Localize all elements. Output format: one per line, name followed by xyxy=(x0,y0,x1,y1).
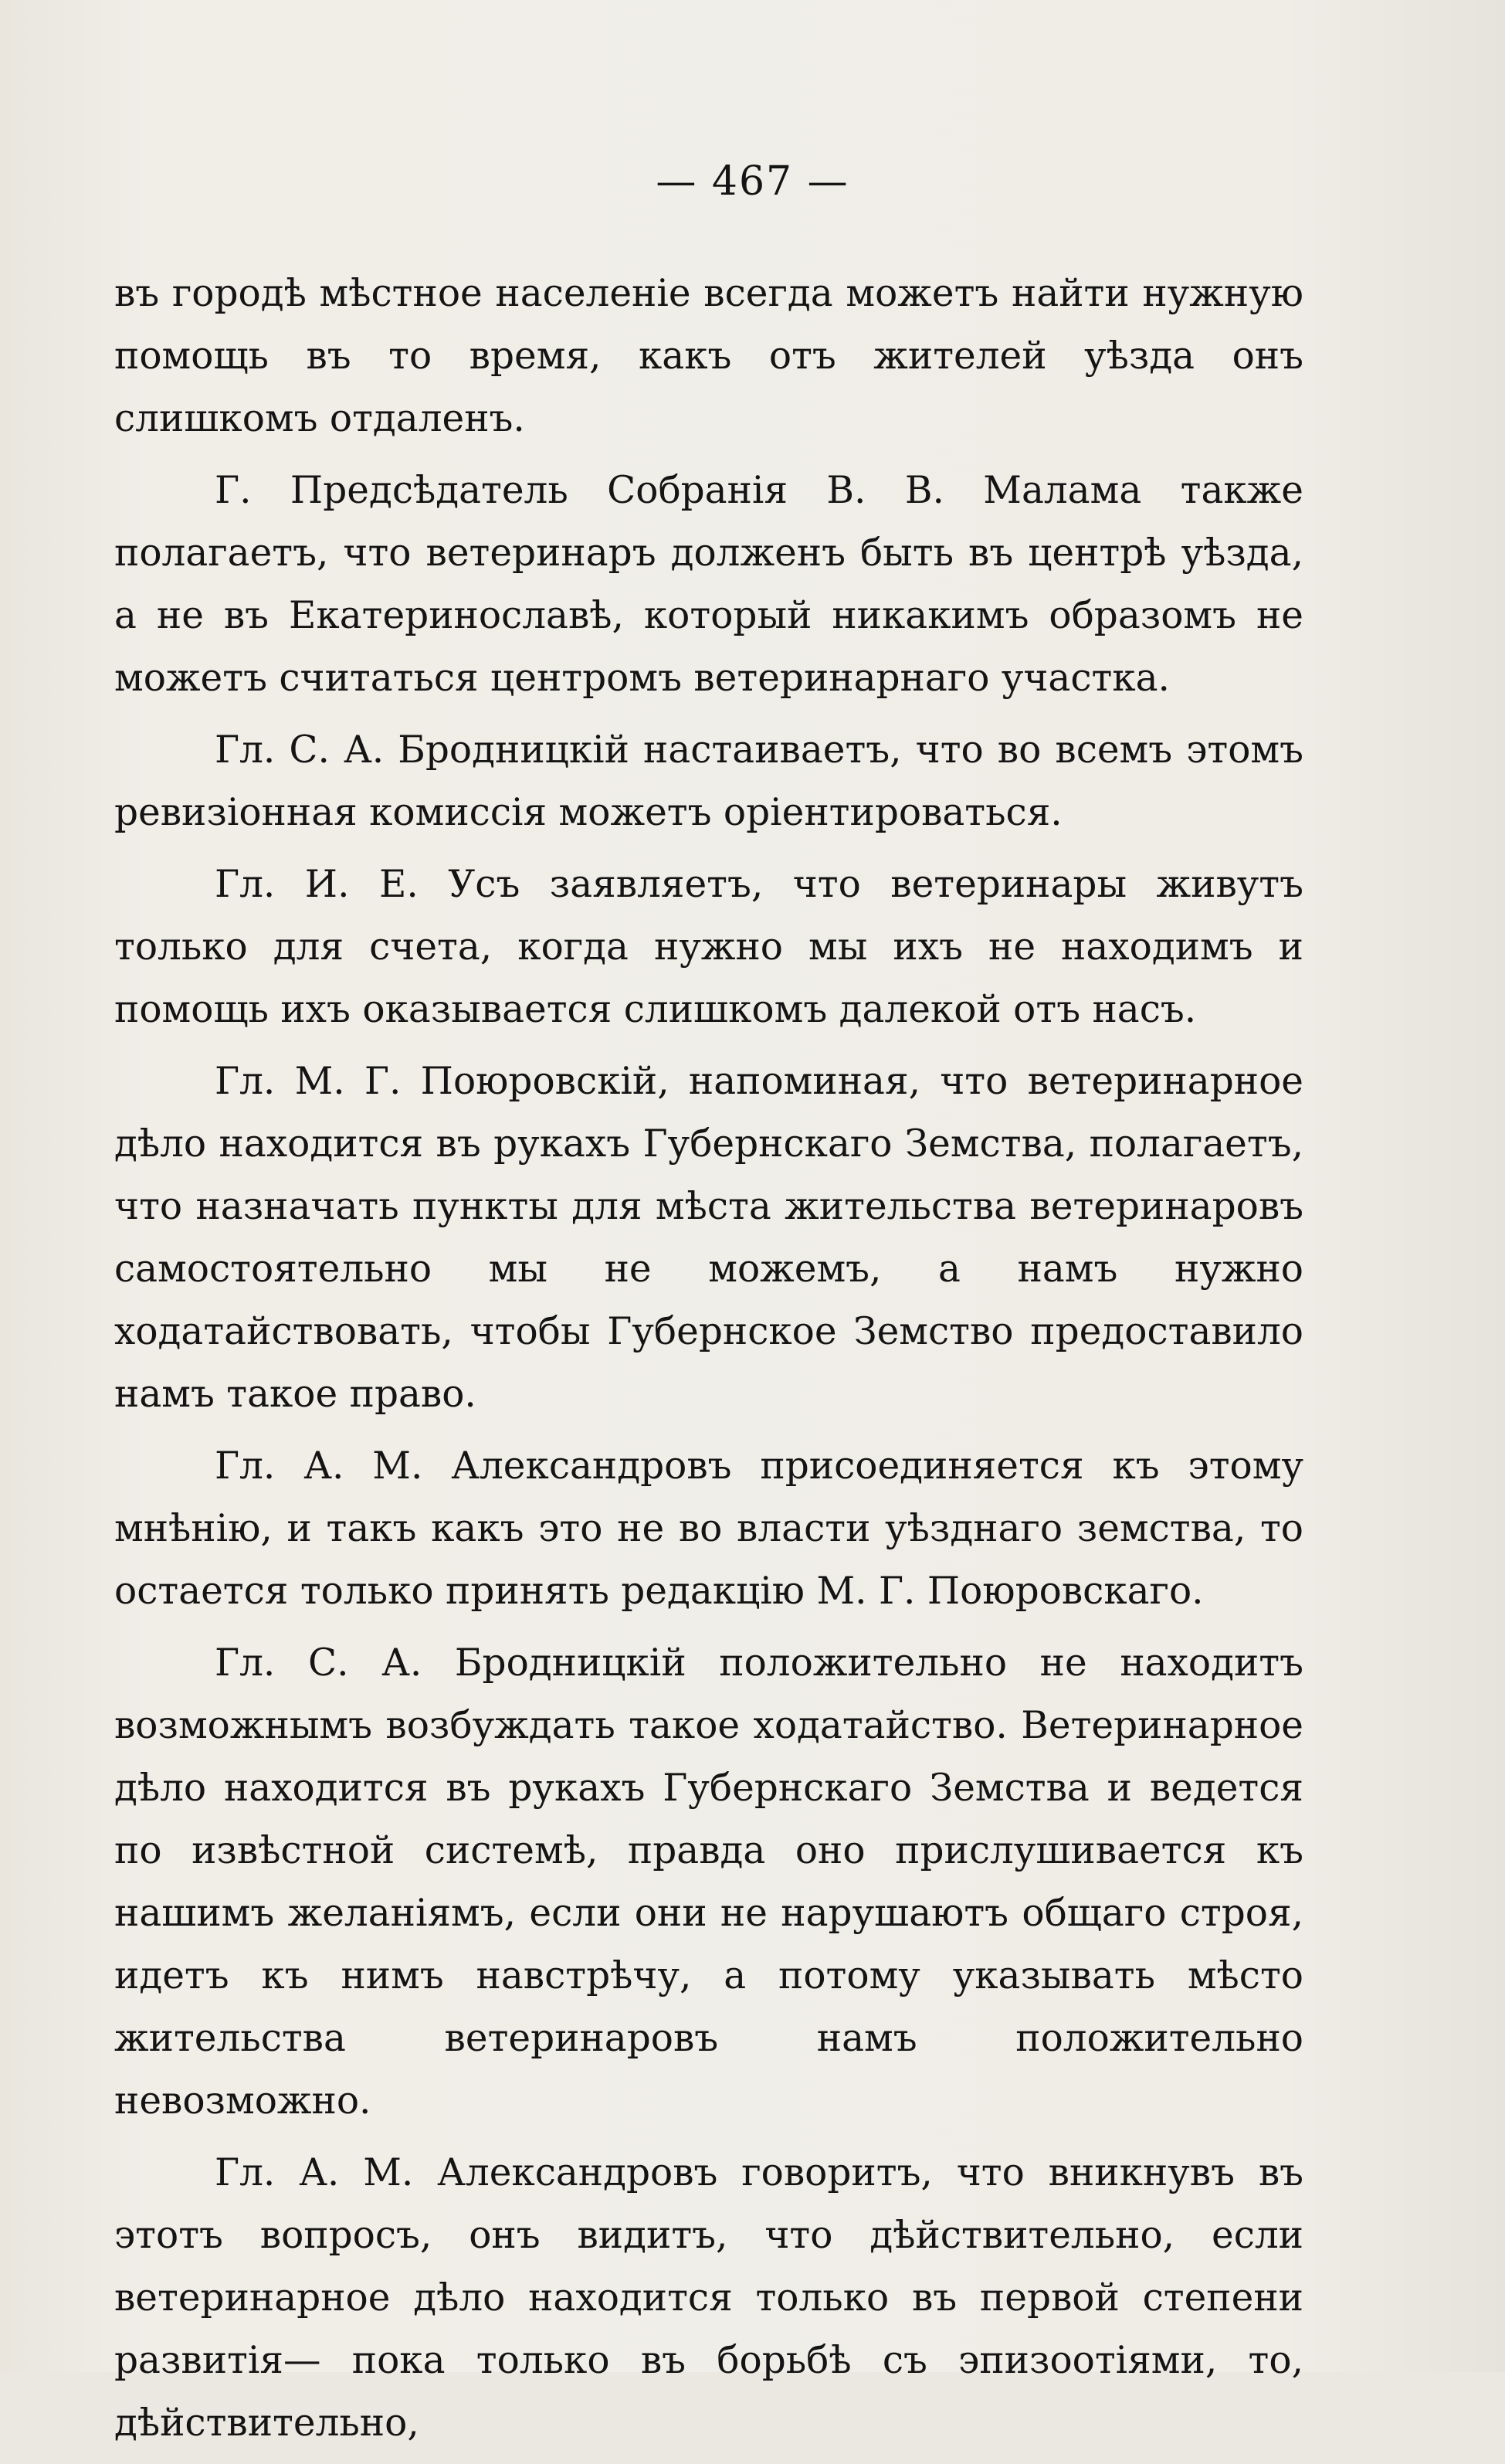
paragraph-8: Гл. А. М. Александровъ говоритъ, что вникнувъ въ этотъ вопросъ, онъ видитъ, что дѣйствительно, если ветеринарное дѣло находится только въ первой степени развитія— пока только въ борьбѣ съ эпизоотіями, то, дѣйствительно, xyxy=(114,2151,1303,2445)
paragraph-3: Гл. С. А. Бродницкій настаиваетъ, что во всемъ этомъ ревизіонная комиссія можетъ оріентироваться. xyxy=(114,728,1303,834)
paragraph-4: Гл. И. Е. Усъ заявляетъ, что ветеринары живутъ только для счета, когда нужно мы ихъ не находимъ и помощь ихъ оказывается слишкомъ далекой отъ насъ. xyxy=(114,863,1303,1031)
paragraph-5: Гл. М. Г. Поюровскій, напоминая, что ветеринарное дѣло находится въ рукахъ Губернскаго Земства, полагаетъ, что назначать пункты для мѣста жительства ветеринаровъ самостоятельно мы не можемъ, а намъ нужно ходатайствовать, чтобы Губернское Земство предоставило намъ такое право. xyxy=(114,1060,1303,1416)
page-number: — 467 — xyxy=(656,158,849,205)
body-text xyxy=(114,263,1303,2464)
paragraph-6: Гл. А. М. Александровъ присоединяется къ этому мнѣнію, и такъ какъ это не во власти уѣзднаго земства, то остается только принять редакцію М. Г. Поюровскаго. xyxy=(114,1444,1303,1613)
paragraph-7: Гл. С. А. Бродницкій положительно не находитъ возможнымъ возбуждать такое ходатайство. Ветеринарное дѣло находится въ рукахъ Губернскаго Земства и ведется по извѣстной системѣ, правда оно прислушивается къ нашимъ желаніямъ, если они не нарушаютъ общаго строя, идетъ къ нимъ навстрѣчу, а потому указывать мѣсто жительства ветеринаровъ намъ положительно невозможно. xyxy=(114,1641,1303,2123)
paragraph-1: въ городѣ мѣстное населеніе всегда можетъ найти нужную помощь въ то время, какъ отъ жителей уѣзда онъ слишкомъ отдаленъ. xyxy=(114,272,1303,440)
paragraph-2: Г. Предсѣдатель Собранія В. В. Малама также полагаетъ, что ветеринаръ долженъ быть въ центрѣ уѣзда, а не въ Екатеринославѣ, который никакимъ образомъ не можетъ считаться центромъ ветеринарнаго участка. xyxy=(114,469,1303,700)
